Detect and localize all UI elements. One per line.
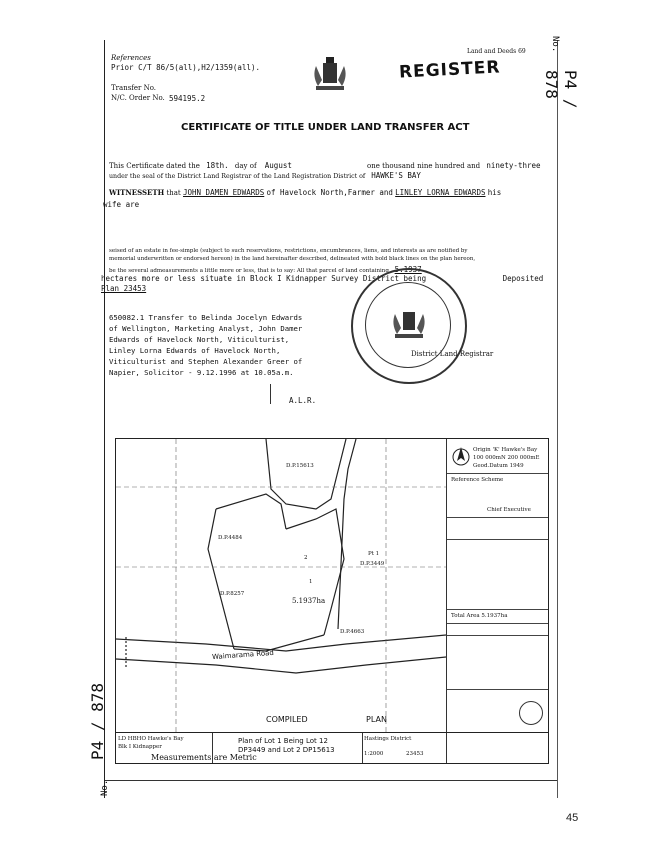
memorial-line-2: of Wellington, Marketing Analyst, John Damer xyxy=(109,324,303,333)
label-dp8257: D.P.8257 xyxy=(220,591,245,597)
memorial-bracket xyxy=(270,384,271,404)
tb-scale: 1:2000 xyxy=(364,751,384,757)
tb-land-district: LD HBHO Hawke's Bay xyxy=(118,736,184,742)
memorial-line-5: Viticulturist and Stephen Alexander Greer of xyxy=(109,357,303,366)
side-divider-2 xyxy=(447,517,549,518)
plan-seal xyxy=(519,701,543,725)
memorial-initials: A.L.R. xyxy=(289,396,317,405)
estate-line4 xyxy=(101,274,543,283)
witnesseth-label: WITNESSETH xyxy=(109,188,165,197)
owner2-name: LINLEY LORNA EDWARDS xyxy=(395,188,486,197)
form-ref: Land and Deeds 69 xyxy=(467,48,526,55)
label-pt1: Pt 1 xyxy=(368,551,380,557)
estate-line4-text: hectares more or less situate in Block I Kidnapper Survey District being xyxy=(101,274,427,283)
nc-order-no: 594195.2 xyxy=(169,94,206,103)
witnesseth-line xyxy=(109,188,501,197)
estate-line3-text: be the several admeasurements a little more or less, that is to say: All that parcel of land containing xyxy=(109,268,389,274)
label-dp4484: D.P.4484 xyxy=(218,535,243,541)
certificate-document xyxy=(101,40,558,798)
side-divider-6 xyxy=(447,635,549,636)
plan-datum: Geod.Datum 1949 xyxy=(473,463,524,469)
label-dp4663: D.P.4663 xyxy=(340,629,365,635)
references-label: References xyxy=(111,54,151,62)
label-lot2: 2 xyxy=(304,555,308,561)
plan-origin: Origin 'K' Hawke's Bay xyxy=(473,447,538,453)
memorial-entry xyxy=(109,312,302,378)
tb-cell-territorial xyxy=(362,733,447,763)
cert-line2 xyxy=(109,171,421,180)
tb-plan-no: 23453 xyxy=(406,751,424,757)
north-arrow-icon xyxy=(451,445,471,467)
land-registry-seal xyxy=(351,268,467,384)
estate-deposited: Deposited xyxy=(502,274,544,283)
cert-district: HAWKE'S BAY xyxy=(371,171,421,180)
tb-territorial: Hastings District xyxy=(364,736,412,742)
margin-ref-top: P4 / 878 xyxy=(542,70,580,109)
cert-line1 xyxy=(109,161,292,170)
side-divider-7 xyxy=(447,689,549,690)
plan-ref: Plan 23453 xyxy=(101,284,147,293)
cert-day: 18th. xyxy=(206,161,229,170)
prior-ct: Prior C/T 86/5(all),H2/1359(all). xyxy=(111,63,261,72)
owner1-desc: of Havelock North,Farmer and xyxy=(266,188,393,197)
plan-chief: Chief Executive xyxy=(487,507,531,513)
certificate-title: CERTIFICATE OF TITLE UNDER LAND TRANSFER ACT xyxy=(181,122,470,133)
cert-year-words: ninety-three xyxy=(486,161,541,170)
label-area: 5.1937ha xyxy=(292,597,326,605)
margin-no-top: No. xyxy=(550,36,560,53)
side-divider-1 xyxy=(447,473,549,474)
label-road: Waimarama Road xyxy=(211,648,275,662)
cert-year xyxy=(367,161,541,170)
plan-drawing xyxy=(116,439,446,733)
cert-day-of: day of xyxy=(234,162,257,170)
label-dp3449: D.P.3449 xyxy=(360,561,385,567)
register-stamp: REGISTER xyxy=(398,57,501,83)
footer-rule xyxy=(105,780,557,781)
cert-line2-text: under the seal of the District Land Registrar of the Land Registration District of xyxy=(109,173,366,180)
margin-ref-bottom: P4 / 878 xyxy=(88,682,107,760)
plan-scale-coords: 100 000mN 200 000mE xyxy=(473,455,540,461)
memorial-line-4: Linley Lorna Edwards of Havelock North, xyxy=(109,346,281,355)
side-divider-4 xyxy=(447,609,549,610)
seal-arms-icon xyxy=(389,304,429,344)
estate-line3 xyxy=(109,265,422,274)
label-dp15613: D.P.15613 xyxy=(286,463,314,469)
tb-plan-of2: DP3449 and Lot 2 DP15613 xyxy=(238,746,335,754)
label-plan: PLAN xyxy=(366,715,387,724)
cert-line1-prefix: This Certificate dated the xyxy=(109,162,200,170)
cert-year-prefix: one thousand nine hundred and xyxy=(367,162,481,170)
owner1-name: JOHN DAMEN EDWARDS xyxy=(182,188,265,197)
tb-plan-of: Plan of Lot 1 Being Lot 12 xyxy=(238,737,328,745)
side-divider-5 xyxy=(447,623,549,624)
wife-are: wife are xyxy=(103,200,140,209)
estate-line2: memorial underwritten or endorsed hereon) in the land hereinafter described, delineated with bold black lines on the plan hereon, xyxy=(109,256,476,262)
nc-order-label: N/C. Order No. xyxy=(111,94,165,102)
coat-of-arms-icon xyxy=(310,56,350,92)
memorial-line-6: Napier, Solicitor - 9.12.1996 at 10.05a.m. xyxy=(109,368,294,377)
memorial-line-3: Edwards of Havelock North, Viticulturist, xyxy=(109,335,290,344)
plan-total-area: Total Area 5.1937ha xyxy=(451,613,508,619)
witnesseth-that: that xyxy=(166,189,181,197)
measurements-note: Measurements are Metric xyxy=(151,753,257,762)
label-lot1: 1 xyxy=(309,579,313,585)
owner2-desc: his xyxy=(487,188,502,197)
transfer-no-label: Transfer No. xyxy=(111,84,157,92)
label-compiled: COMPILED xyxy=(266,715,308,724)
page-number: 45 xyxy=(566,812,579,824)
memorial-line-1: 650082.1 Transfer to Belinda Jocelyn Edwards xyxy=(109,313,303,322)
estate-line1: seised of an estate in fee-simple (subject to such reservations, restrictions, encumbrances, liens, and interests as are notified by xyxy=(109,248,468,254)
cert-month: August xyxy=(264,161,292,170)
tb-survey: Blk I Kidnapper xyxy=(118,744,162,750)
survey-plan xyxy=(115,438,549,764)
side-divider-3 xyxy=(447,539,549,540)
district-registrar: District Land Registrar xyxy=(411,350,494,358)
plan-side-panel xyxy=(446,439,549,763)
margin-no-bottom: No. xyxy=(100,779,110,796)
estate-area: 5.1937 xyxy=(394,265,422,274)
plan-notes: Reference Scheme xyxy=(451,477,504,483)
